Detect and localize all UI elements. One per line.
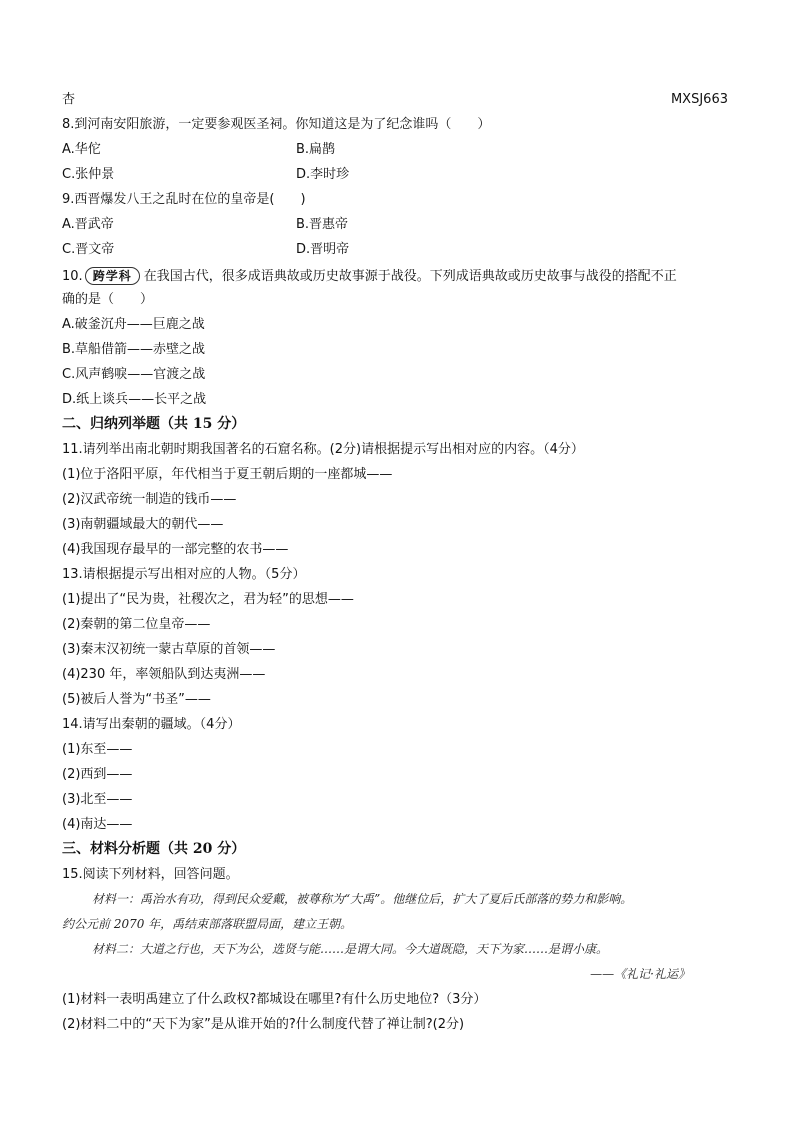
question-15-stem: 15.阅读下列材料，回答问题。 [62, 867, 239, 882]
q13-item-4: (4)230 年，率领船队到达夷洲—— [62, 667, 266, 682]
question-10-text: 在我国古代，很多成语典故或历史故事源于战役。下列成语典故或历史故事与战役的搭配不正 [143, 269, 677, 284]
question-10-number: 10. [62, 269, 83, 284]
q11-item-4: (4)我国现存最早的一部完整的农书—— [62, 542, 289, 557]
q8-option-d: D.李时珍 [296, 167, 350, 182]
q11-item-1: (1)位于洛阳平原，年代相当于夏王朝后期的一座都城—— [62, 467, 393, 482]
header-left-char: 杏 [62, 92, 76, 107]
question-11-stem: 11.请列举出南北朝时期我国著名的石窟名称。(2分)请根据提示写出相对应的内容。（4分） [62, 442, 584, 457]
question-13-stem: 13.请根据提示写出相对应的人物。（5分） [62, 567, 306, 582]
section-3-heading: 三、材料分析题（共 20 分） [62, 841, 246, 857]
q13-item-3: (3)秦末汉初统一蒙古草原的首领—— [62, 642, 276, 657]
interdisciplinary-badge: 跨学科 [85, 267, 140, 285]
q10-option-a: A.破釜沉舟——巨鹿之战 [62, 317, 205, 332]
question-10-stem-line1 [62, 267, 677, 286]
question-8-stem: 8.到河南安阳旅游，一定要参观医圣祠。你知道这是为了纪念谁吗（ ） [62, 117, 491, 132]
document-code: MXSJ663 [670, 92, 728, 107]
q11-item-3: (3)南朝疆域最大的朝代—— [62, 517, 224, 532]
material-1-line2: 约公元前 2070 年，禹结束部落联盟局面，建立王朝。 [62, 917, 353, 931]
q10-option-d: D.纸上谈兵——长平之战 [62, 392, 207, 407]
q9-option-c: C.晋文帝 [62, 242, 115, 257]
q9-option-a: A.晋武帝 [62, 217, 114, 232]
section-2-heading: 二、归纳列举题（共 15 分） [62, 416, 246, 432]
q13-item-5: (5)被后人誉为“书圣”—— [62, 692, 211, 707]
q14-item-3: (3)北至—— [62, 792, 133, 807]
material-1-line1: 材料一：禹治水有功，得到民众爱戴，被尊称为“大禹”。他继位后，扩大了夏后氏部落的势力和影响。 [92, 892, 633, 906]
q14-item-4: (4)南达—— [62, 817, 133, 832]
material-2: 材料二：大道之行也，天下为公，选贤与能……是谓大同。今大道既隐，天下为家……是谓小康。 [92, 942, 609, 956]
q8-option-b: B.扁鹊 [296, 142, 336, 157]
q15-subquestion-2: (2)材料二中的“天下为家”是从谁开始的?什么制度代替了禅让制?(2分) [62, 1017, 465, 1032]
q14-item-2: (2)西到—— [62, 767, 133, 782]
q11-item-2: (2)汉武帝统一制造的钱币—— [62, 492, 237, 507]
q10-option-c: C.风声鹤唳——官渡之战 [62, 367, 206, 382]
question-10-stem-line2: 确的是（ ） [62, 292, 154, 307]
q13-item-1: (1)提出了“民为贵，社稷次之，君为轻”的思想—— [62, 592, 354, 607]
q9-option-d: D.晋明帝 [296, 242, 350, 257]
q8-option-a: A.华佗 [62, 142, 101, 157]
q10-option-b: B.草船借箭——赤壁之战 [62, 342, 206, 357]
question-9-stem: 9.西晋爆发八王之乱时在位的皇帝是( ) [62, 192, 306, 207]
q8-option-c: C.张仲景 [62, 167, 115, 182]
q9-option-b: B.晋惠帝 [296, 217, 349, 232]
material-source: ——《礼记·礼运》 [590, 967, 690, 981]
question-14-stem: 14.请写出秦朝的疆域。（4分） [62, 717, 241, 732]
q14-item-1: (1)东至—— [62, 742, 133, 757]
q13-item-2: (2)秦朝的第二位皇帝—— [62, 617, 211, 632]
q15-subquestion-1: (1)材料一表明禹建立了什么政权?都城设在哪里?有什么历史地位?（3分） [62, 992, 487, 1007]
